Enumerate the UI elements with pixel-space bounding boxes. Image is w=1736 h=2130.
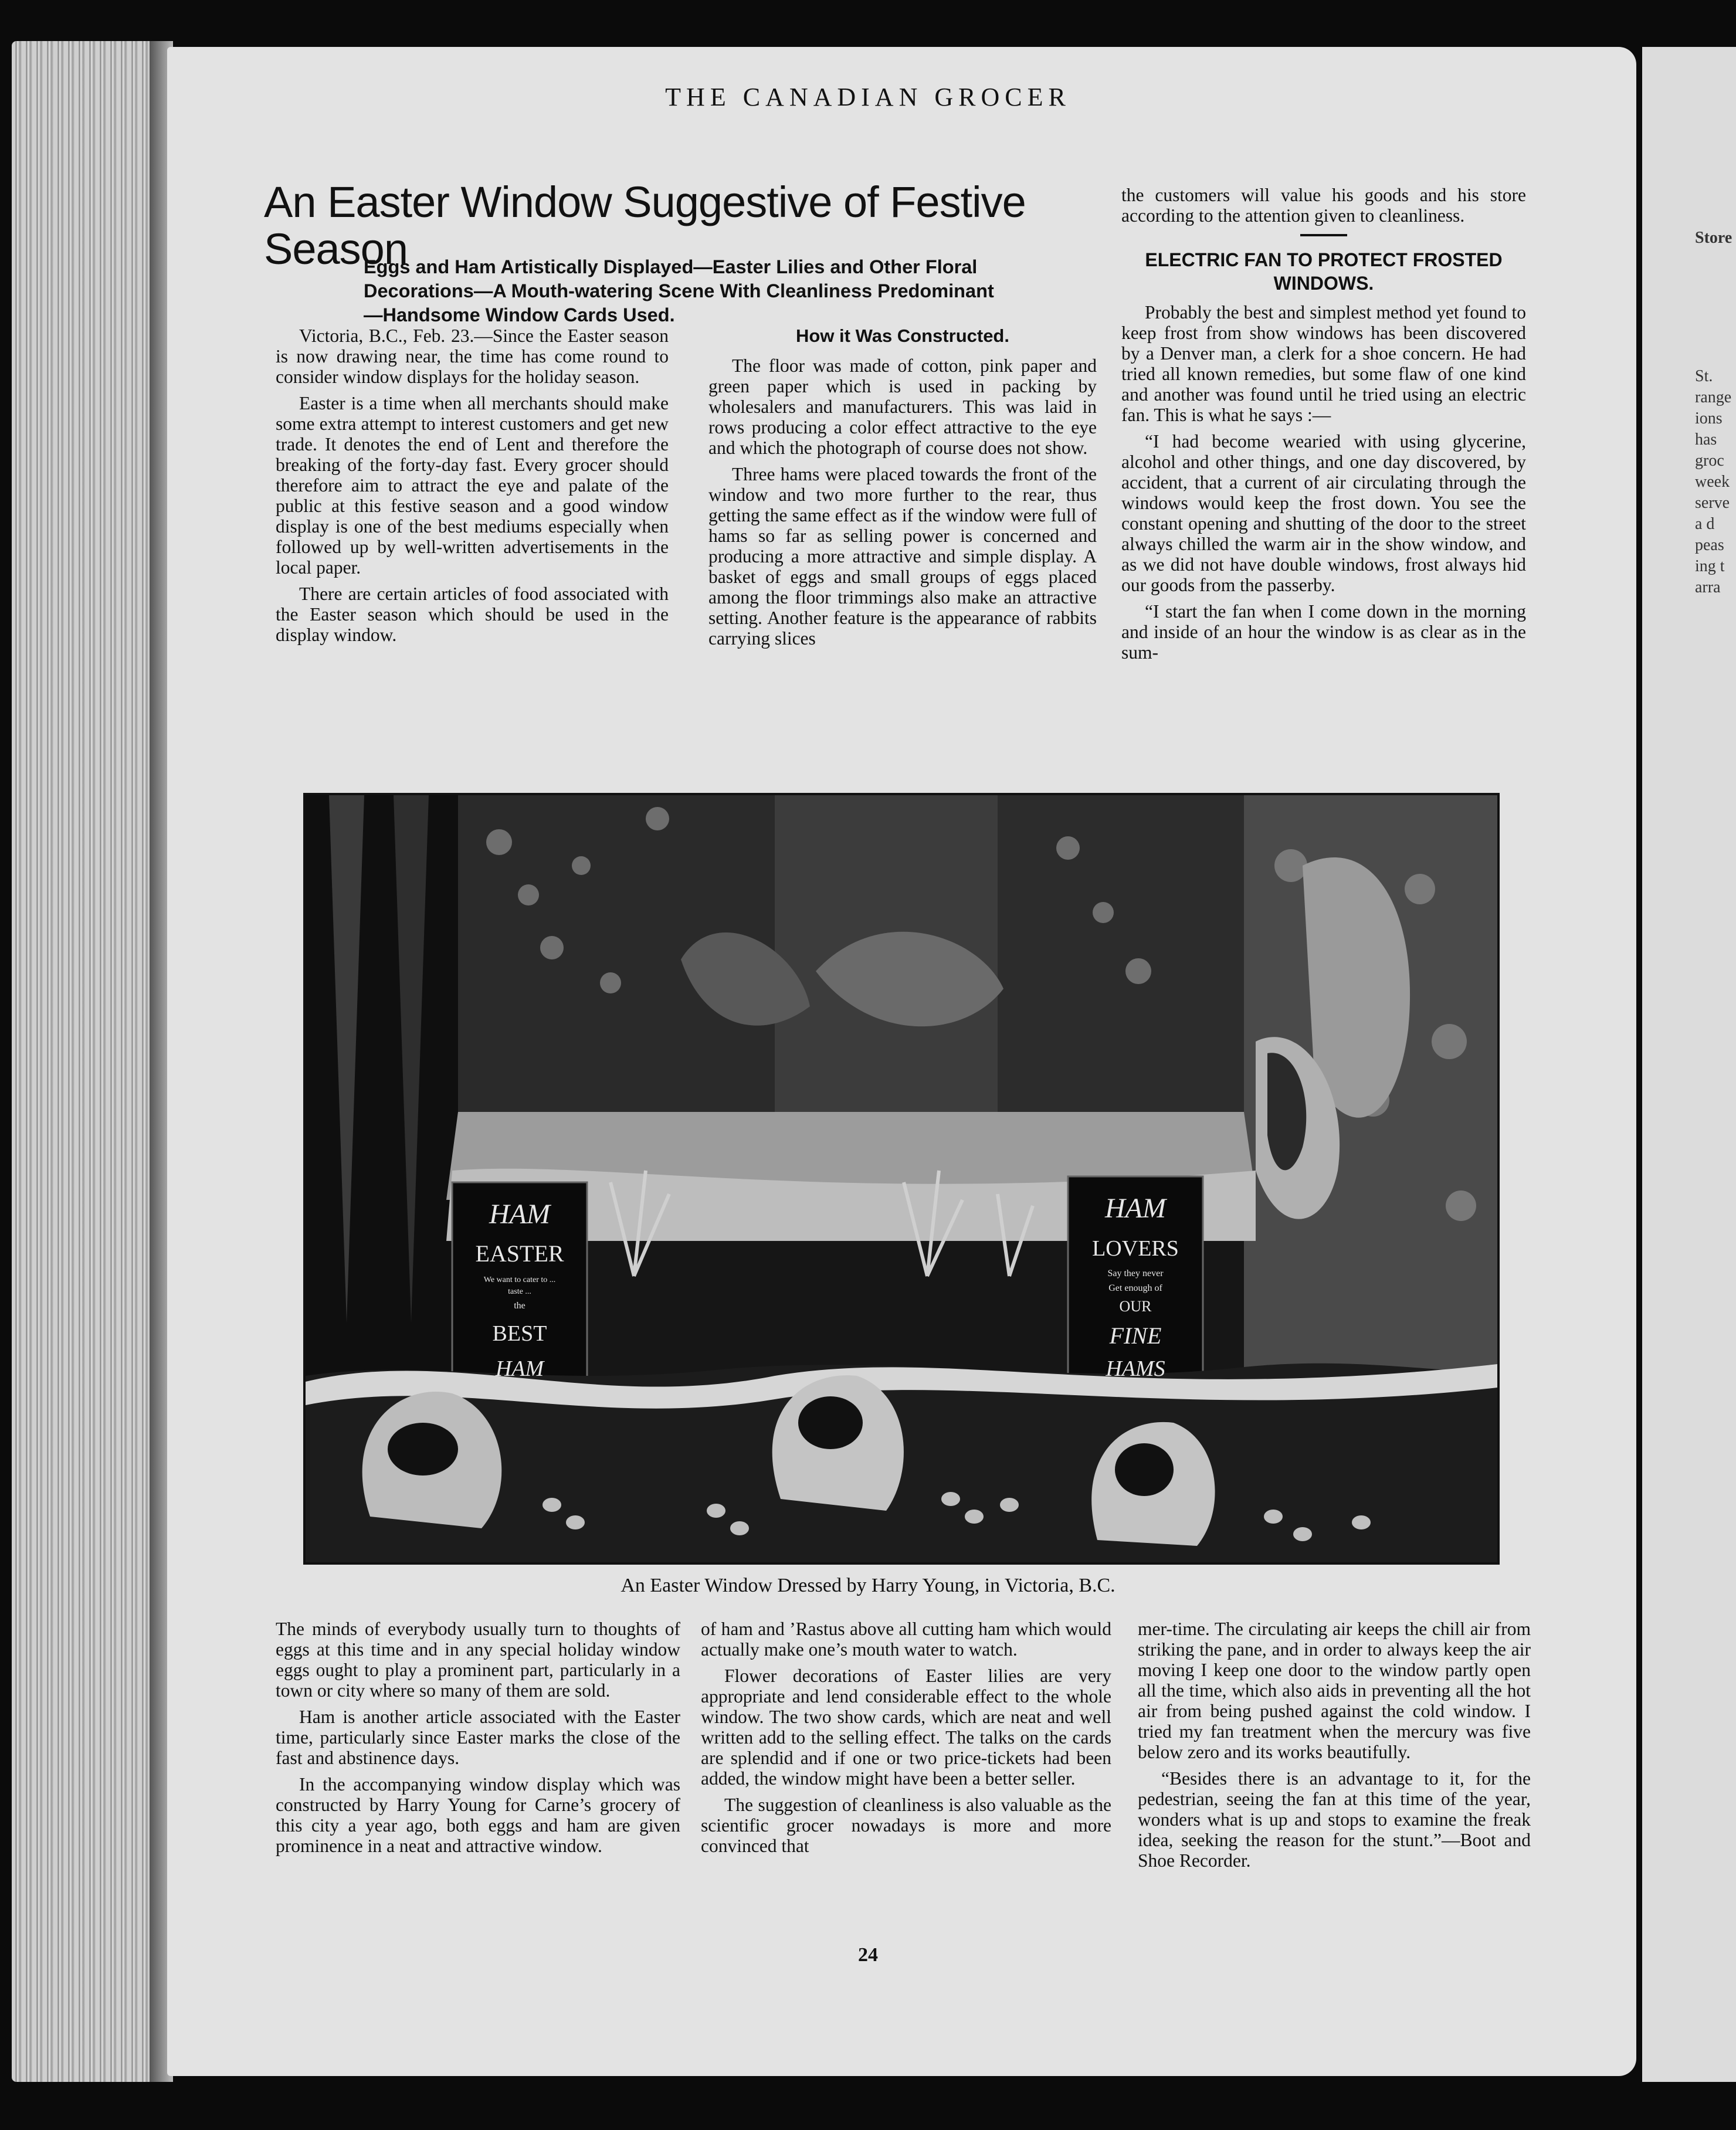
paragraph: Probably the best and simplest method yet found to keep frost from show windows has been discovered by a Denver man, a clerk for a shoe concern. He had tried all known remedies, but some flaw of one kind and another was found until he tried using an electric fan. This is what he says :—	[1121, 302, 1526, 425]
facing-page-fragment: arra	[1695, 578, 1721, 596]
card-left-line: the	[514, 1301, 525, 1311]
paragraph: Victoria, B.C., Feb. 23.—Since the Easter season is now drawing near, the time has come round to consider window displays for the holiday season.	[276, 325, 669, 387]
section-heading: ELECTRIC FAN TO PROTECT FROSTED WINDOWS.	[1145, 249, 1503, 294]
card-left-line: HAM	[495, 1356, 544, 1381]
paragraph: The suggestion of cleanliness is also valuable as the scientific grocer nowadays is more and more convinced that	[701, 1795, 1111, 1856]
column-3-bottom	[1138, 1619, 1531, 1877]
paragraph: Three hams were placed towards the front of the window and two more further to the rear, thus getting the same effect as if the window were full of hams so far as selling power is concerned and producing a more attractive and simple display. A basket of eggs and small groups of eggs placed among the floor trimmings also make an attractive setting. Another feature is the appearance of rabbits carrying slices	[708, 464, 1097, 649]
card-right-line: Get enough of	[1108, 1283, 1162, 1293]
photo-caption: An Easter Window Dressed by Harry Young, in Victoria, B.C.	[621, 1575, 1115, 1596]
facing-page-fragment: range	[1695, 388, 1732, 406]
paragraph: “I start the fan when I come down in the morning and inside of an hour the window is as clear as in the sum-	[1121, 601, 1526, 663]
card-right-line: Say they never	[1107, 1268, 1164, 1278]
column-2-bottom	[701, 1619, 1111, 1862]
paragraph: “Besides there is an advantage to it, for the pedestrian, seeing the fan at this time of the year, wonders what is up and stops to examine the freak idea, seeking the reason for the stunt.”—Boot and Shoe Recorder.	[1138, 1768, 1531, 1871]
article-deck: Eggs and Ham Artistically Displayed—Easter Lilies and Other Floral Decorations—A Mouth-watering Scene With Cleanliness Predominant—Handsome Window Cards Used.	[364, 256, 994, 325]
paragraph: Ham is another article associated with the Easter time, particularly since Easter marks the close of the fast and abstinence days.	[276, 1707, 680, 1768]
paragraph: Easter is a time when all merchants should make some extra attempt to interest customers and get new trade. It denotes the end of Lent and therefore the breaking of the forty-day fast. Every grocer should therefore aim to attract the eye and palate of the public at this festive season and a good window display is one of the best mediums especially when followed up by well-written advertisements in the local paper.	[276, 393, 669, 578]
paragraph: Flower decorations of Easter lilies are very appropriate and lend considerable effect to the whole window. The two show cards, which are neat and well written add to the selling effect. The talks on the cards are splendid and if one or two price-tickets had been added, the window might have been a better seller.	[701, 1666, 1111, 1789]
paragraph: “I had become wearied with using glycerine, alcohol and other things, and one day discovered, by accident, that a current of air circulating through the windows would keep the frost down. You see the constant opening and shutting of the door to the street always chilled the warm air in the show window, and as we did not have double windows, frost always hid our goods from the passerby.	[1121, 431, 1526, 595]
column-1-top	[276, 325, 669, 651]
facing-page-fragment: ions	[1695, 409, 1723, 428]
column-2-top	[708, 325, 1097, 654]
facing-page-fragment: week	[1695, 473, 1730, 491]
section-heading: How it Was Constructed.	[796, 325, 1009, 346]
book-page-edges	[12, 41, 164, 2082]
window-display-photo	[303, 793, 1500, 1565]
facing-page	[1642, 47, 1736, 2082]
facing-page-fragment: ing t	[1695, 557, 1725, 575]
facing-page-fragment: peas	[1695, 536, 1724, 554]
page-number: 24	[858, 1944, 878, 1966]
facing-page-fragment: groc	[1695, 452, 1724, 470]
running-head: THE CANADIAN GROCER	[665, 83, 1071, 111]
paragraph: In the accompanying window display which was constructed by Harry Young for Carne’s grocery of this city a year ago, both eggs and ham are given prominence in a neat and attractive window.	[276, 1774, 680, 1856]
facing-page-fragment: serve	[1695, 494, 1730, 512]
paragraph: There are certain articles of food associated with the Easter season which should be used in the display window.	[276, 584, 669, 645]
facing-page-fragment: Store	[1695, 229, 1732, 247]
section-rule	[1300, 234, 1347, 236]
card-left-line: EASTER	[475, 1240, 564, 1267]
card-left-line: taste ...	[508, 1287, 531, 1296]
facing-page-fragment: St.	[1695, 367, 1713, 385]
card-left-line: We want to cater to ...	[483, 1276, 556, 1284]
facing-page-fragment: a d	[1695, 515, 1715, 533]
card-right-line: HAMS	[1106, 1356, 1165, 1381]
card-right-line: FINE	[1109, 1322, 1162, 1349]
facing-page-fragment: has	[1695, 430, 1717, 449]
column-1-bottom	[276, 1619, 680, 1862]
paragraph: of ham and ’Rastus above all cutting ham which would actually make one’s mouth water to watch.	[701, 1619, 1111, 1660]
card-left-line: BEST	[492, 1321, 547, 1346]
paragraph: The minds of everybody usually turn to thoughts of eggs at this time and in any special holiday window eggs ought to play a prominent part, particularly in a town or city where so many of them are sold.	[276, 1619, 680, 1701]
card-left-line: HAM	[489, 1199, 550, 1230]
paragraph: The floor was made of cotton, pink paper and green paper which is used in packing by wholesalers and manufacturers. This was laid in rows producing a color effect attractive to the eye and which the photograph of course does not show.	[708, 355, 1097, 458]
card-right-line: HAM	[1105, 1193, 1166, 1224]
paragraph: mer-time. The circulating air keeps the chill air from striking the pane, and in order to always keep the air moving I keep one door to the window partly open all the time, which also aids in preventing all the hot air from being pushed against the cold window. I tried my fan treatment when the mercury was five below zero and its works beautifully.	[1138, 1619, 1531, 1762]
article-title: An Easter Window Suggestive of Festive Season	[264, 178, 1026, 273]
column-3-top	[1121, 185, 1526, 669]
card-right-line: LOVERS	[1092, 1236, 1179, 1261]
card-right-line: OUR	[1119, 1298, 1152, 1315]
paragraph: the customers will value his goods and his store according to the attention given to cleanliness.	[1121, 185, 1526, 226]
